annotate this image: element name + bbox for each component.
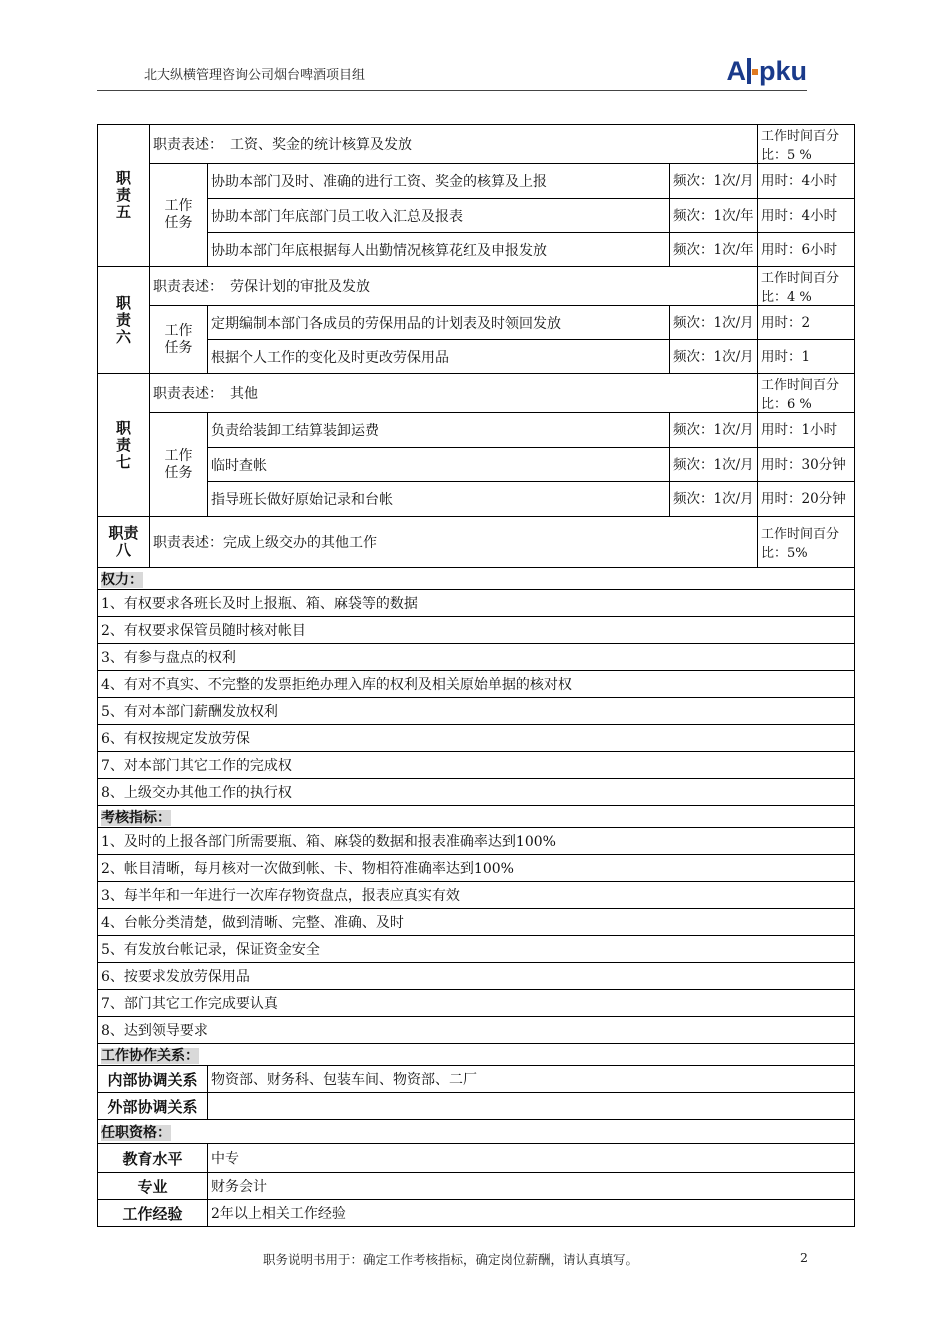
duty-7-task-1-duration: 用时：1小时 [758,413,855,448]
organization-name: 北大纵横管理咨询公司烟台啤酒项目组 [144,68,366,83]
duty-6-task-1-frequency: 频次：1次/月 [670,306,758,340]
internal-coordination-value: 物资部、财务科、包装车间、物资部、二厂 [208,1066,855,1093]
duty-5-task-3-duration: 用时：6小时 [758,233,855,267]
duty-5-description: 职责表述： 工资、奖金的统计核算及发放 [150,125,758,164]
duty-7-task-3-frequency: 频次：1次/月 [670,482,758,517]
duty-7-time-percent: 工作时间百分比：6 % [758,374,855,413]
kpi-item: 5、有发放台帐记录，保证资金安全 [98,936,855,963]
footer-note: 职务说明书用于：确定工作考核指标，确定岗位薪酬，请认真填写。 [263,1252,639,1267]
external-coordination-value [208,1093,855,1120]
experience-label: 工作经验 [98,1200,208,1227]
kpi-item: 4、台帐分类清楚，做到清晰、完整、准确、及时 [98,909,855,936]
education-label: 教育水平 [98,1144,208,1173]
power-item: 2、有权要求保管员随时核对帐目 [98,617,855,644]
duty-7-heading: 职 责 七 [98,374,150,517]
duty-5-task-2-duration: 用时：4小时 [758,199,855,233]
kpi-item: 3、每半年和一年进行一次库存物资盘点，报表应真实有效 [98,882,855,909]
kpi-item: 1、及时的上报各部门所需要瓶、箱、麻袋的数据和报表准确率达到100% [98,828,855,855]
cooperation-section-title: 工作协作关系： [98,1044,855,1066]
kpi-item: 2、帐目清晰，每月核对一次做到帐、卡、物相符准确率达到100% [98,855,855,882]
kpi-item: 7、部门其它工作完成要认真 [98,990,855,1017]
duty-6-task-2-frequency: 频次：1次/月 [670,340,758,374]
duty-7-task-2: 临时查帐 [208,448,670,482]
duty-7-task-label: 工作 任务 [150,413,208,517]
power-item: 7、对本部门其它工作的完成权 [98,752,855,779]
duty-6-task-1: 定期编制本部门各成员的劳保用品的计划表及时领回发放 [208,306,670,340]
duty-8-time-percent: 工作时间百分比：5% [758,517,855,568]
power-item: 6、有权按规定发放劳保 [98,725,855,752]
duty-5-task-1-frequency: 频次：1次/月 [670,164,758,199]
duty-7-task-3: 指导班长做好原始记录和台帐 [208,482,670,517]
duty-5-task-1: 协助本部门及时、准确的进行工资、奖金的核算及上报 [208,164,670,199]
kpi-item: 8、达到领导要求 [98,1017,855,1044]
duty-7-task-3-duration: 用时：20分钟 [758,482,855,517]
duty-6-task-1-duration: 用时：2 [758,306,855,340]
duty-8-heading: 职责 八 [98,517,150,568]
duty-5-task-3-frequency: 频次：1次/年 [670,233,758,267]
job-description-table [97,124,855,1227]
qualification-section-title: 任职资格： [98,1120,855,1144]
duty-5-heading: 职 责 五 [98,125,150,267]
education-value: 中专 [208,1144,855,1173]
internal-coordination-label: 内部协调关系 [98,1066,208,1093]
duty-5-task-2: 协助本部门年底部门员工收入汇总及报表 [208,199,670,233]
power-item: 1、有权要求各班长及时上报瓶、箱、麻袋等的数据 [98,590,855,617]
duty-6-time-percent: 工作时间百分比：4 % [758,267,855,306]
power-section-title: 权力： [98,568,855,590]
duty-6-task-2: 根据个人工作的变化及时更改劳保用品 [208,340,670,374]
major-value: 财务会计 [208,1173,855,1200]
duty-5-task-1-duration: 用时：4小时 [758,164,855,199]
major-label: 专业 [98,1173,208,1200]
company-logo: A pku [726,56,807,86]
kpi-section-title: 考核指标： [98,806,855,828]
duty-6-heading: 职 责 六 [98,267,150,374]
kpi-item: 6、按要求发放劳保用品 [98,963,855,990]
duty-7-task-2-duration: 用时：30分钟 [758,448,855,482]
duty-6-task-2-duration: 用时：1 [758,340,855,374]
duty-7-task-1-frequency: 频次：1次/月 [670,413,758,448]
page-number: 2 [800,1250,808,1265]
duty-5-task-2-frequency: 频次：1次/年 [670,199,758,233]
duty-7-description: 职责表述： 其他 [150,374,758,413]
duty-8-description: 职责表述：完成上级交办的其他工作 [150,517,758,568]
external-coordination-label: 外部协调关系 [98,1093,208,1120]
power-item: 4、有对不真实、不完整的发票拒绝办理入库的权利及相关原始单据的核对权 [98,671,855,698]
duty-5-task-label: 工作 任务 [150,164,208,267]
power-item: 3、有参与盘点的权利 [98,644,855,671]
duty-5-task-3: 协助本部门年底根据每人出勤情况核算花红及申报发放 [208,233,670,267]
page-header [97,56,807,91]
duty-7-task-1: 负责给装卸工结算装卸运费 [208,413,670,448]
power-item: 5、有对本部门薪酬发放权利 [98,698,855,725]
duty-6-description: 职责表述： 劳保计划的审批及发放 [150,267,758,306]
experience-value: 2年以上相关工作经验 [208,1200,855,1227]
power-item: 8、上级交办其他工作的执行权 [98,779,855,806]
duty-5-time-percent: 工作时间百分比：5 % [758,125,855,164]
duty-7-task-2-frequency: 频次：1次/月 [670,448,758,482]
duty-6-task-label: 工作 任务 [150,306,208,374]
